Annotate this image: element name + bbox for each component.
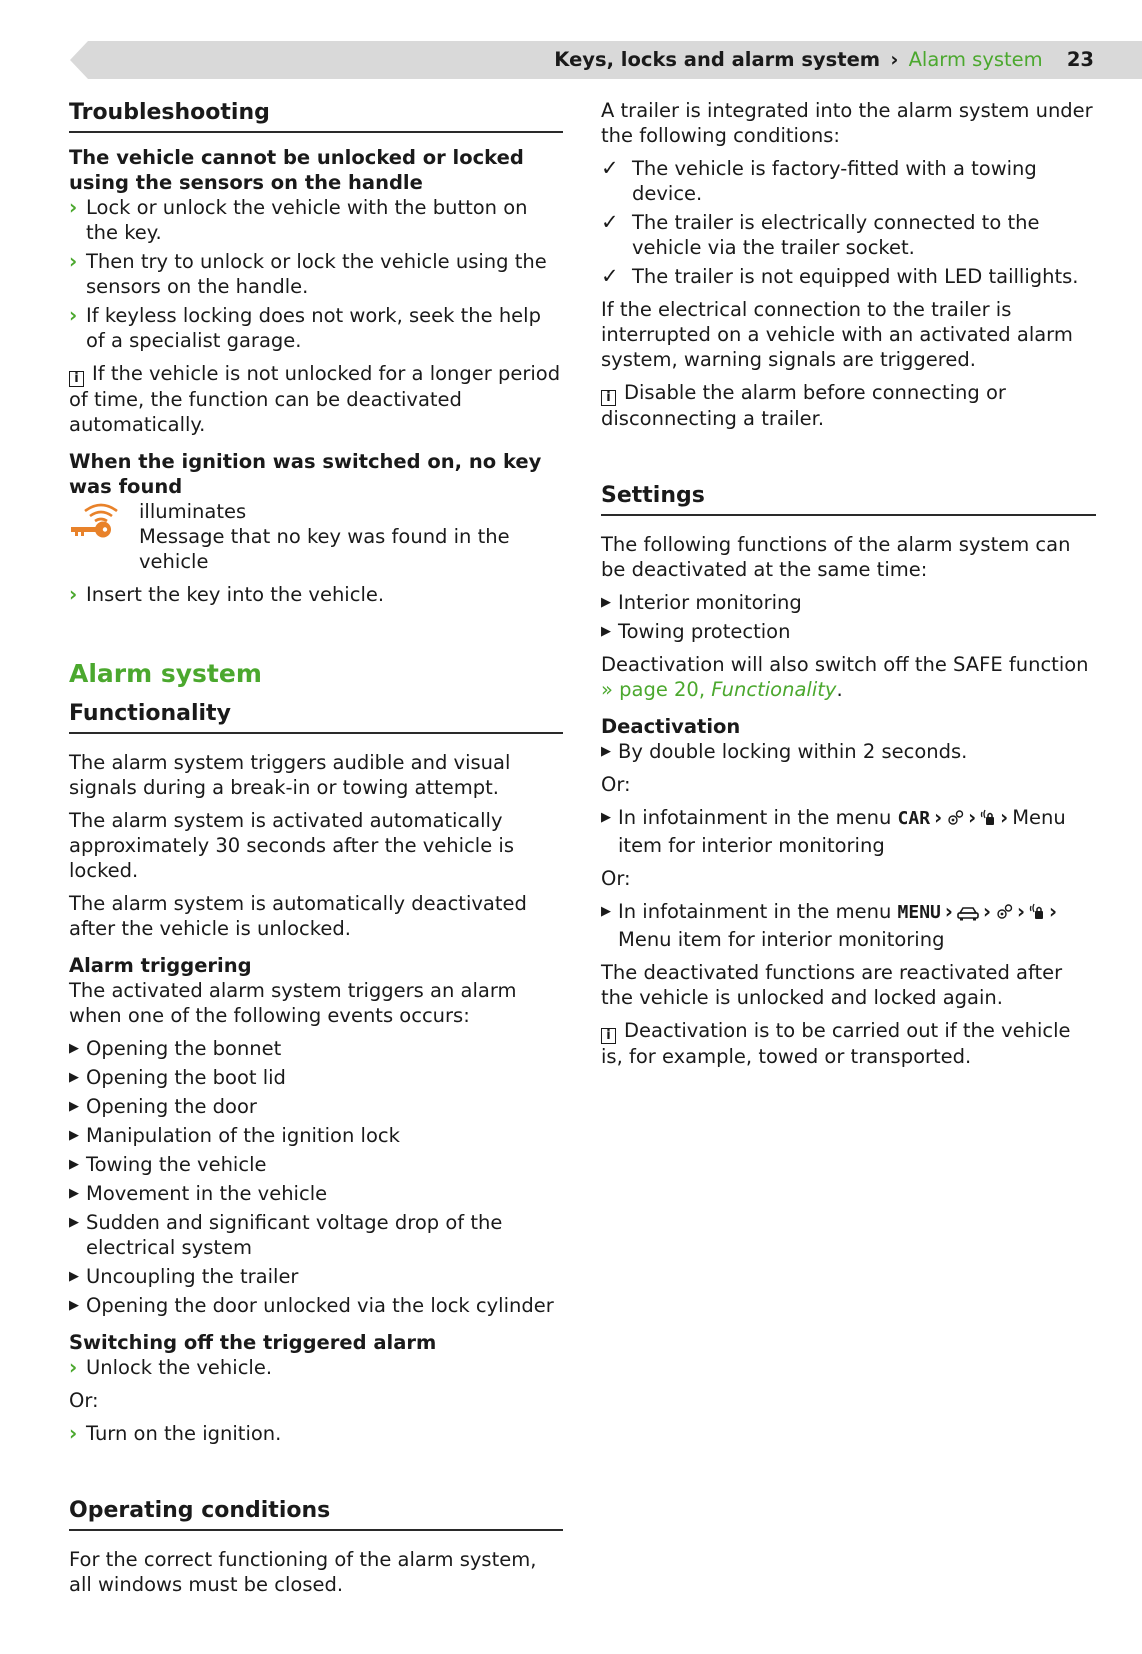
case1-step-1: › Lock or unlock the vehicle with the button on the key. bbox=[69, 195, 528, 244]
trailer-condition: ✓ The vehicle is factory-fitted with a towing device. bbox=[601, 156, 1037, 205]
settings-gear-icon bbox=[995, 902, 1013, 927]
settings-intro: The following functions of the alarm system can be deactivated at the same time: bbox=[601, 533, 1071, 581]
deactivation-info-note: i Deactivation is to be carried out if the vehicle is, for example, towed or transported. bbox=[601, 1019, 1071, 1068]
settings-function-item: ▶ Interior monitoring bbox=[601, 591, 802, 614]
car-menu-label: CAR bbox=[897, 808, 931, 829]
deactivation-step-1: ▶ By double locking within 2 seconds. bbox=[601, 740, 968, 763]
chapter-title: Keys, locks and alarm system bbox=[554, 48, 881, 71]
step-chevron-icon: › bbox=[69, 249, 78, 273]
trailer-condition: ✓ The trailer is not equipped with LED taillights. bbox=[601, 264, 1079, 288]
bullet-triangle-icon: ▶ bbox=[601, 744, 611, 759]
functionality-page-link[interactable]: » page 20, Functionality bbox=[601, 678, 837, 701]
checkmark-icon: ✓ bbox=[601, 210, 619, 234]
bullet-triangle-icon: ▶ bbox=[69, 1186, 79, 1201]
troubleshooting-heading: Troubleshooting bbox=[69, 98, 563, 133]
deactivation-or-1: Or: bbox=[601, 773, 631, 796]
case2-step: › Insert the key into the vehicle. bbox=[69, 582, 385, 606]
alarm-triggering-heading: Alarm triggering bbox=[69, 954, 252, 977]
step-chevron-icon: › bbox=[69, 303, 78, 327]
switch-off-step-2: › Turn on the ignition. bbox=[69, 1421, 282, 1445]
warning-light-message: Message that no key was found in the vehicle bbox=[139, 525, 510, 573]
alarm-triggering-intro: The activated alarm system triggers an alarm when one of the following events occurs: bbox=[69, 979, 517, 1027]
menu-arrow-icon: › bbox=[968, 806, 977, 829]
trailer-intro: A trailer is integrated into the alarm system under the following conditions: bbox=[601, 99, 1093, 147]
event-item: ▶ Opening the boot lid bbox=[69, 1066, 286, 1089]
step-chevron-icon: › bbox=[69, 1355, 78, 1379]
bullet-triangle-icon: ▶ bbox=[601, 624, 611, 639]
event-item: ▶ Uncoupling the trailer bbox=[69, 1265, 299, 1288]
warning-light-row bbox=[69, 499, 563, 574]
case2-heading: When the ignition was switched on, no key was found bbox=[69, 450, 542, 498]
functionality-heading: Functionality bbox=[69, 699, 563, 734]
case1-info-note: i If the vehicle is not unlocked for a longer period of time, the function can be deactivated automatically. bbox=[69, 362, 561, 436]
info-icon: i bbox=[601, 390, 616, 406]
trailer-info-note: i Disable the alarm before connecting or disconnecting a trailer. bbox=[601, 381, 1006, 430]
checkmark-icon: ✓ bbox=[601, 264, 619, 288]
safe-function-text: Deactivation will also switch off the SAFE function » page 20, Functionality. bbox=[601, 653, 1089, 701]
switch-off-or: Or: bbox=[69, 1389, 99, 1412]
alarm-system-heading: Alarm system bbox=[69, 659, 262, 688]
bullet-triangle-icon: ▶ bbox=[69, 1099, 79, 1114]
deactivation-step-3: ▶ In infotainment in the menu MENU › › › › Menu item for interior monitoring bbox=[601, 900, 1058, 951]
right-column bbox=[601, 98, 1096, 1069]
functionality-p2: The alarm system is activated automatically approximately 30 seconds after the vehicle is locked. bbox=[69, 809, 514, 882]
event-item: ▶ Opening the door unlocked via the lock cylinder bbox=[69, 1294, 554, 1317]
checkmark-icon: ✓ bbox=[601, 156, 619, 180]
operating-conditions-heading: Operating conditions bbox=[69, 1496, 563, 1531]
deactivation-heading: Deactivation bbox=[601, 715, 741, 738]
event-item: ▶ Opening the bonnet bbox=[69, 1037, 282, 1060]
info-icon: i bbox=[69, 371, 84, 387]
menu-arrow-icon: › bbox=[982, 900, 991, 923]
case1-step-2: › Then try to unlock or lock the vehicle using the sensors on the handle. bbox=[69, 249, 547, 298]
bullet-triangle-icon: ▶ bbox=[69, 1041, 79, 1056]
event-item: ▶ Manipulation of the ignition lock bbox=[69, 1124, 400, 1147]
menu-arrow-icon: › bbox=[1000, 806, 1009, 829]
step-chevron-icon: › bbox=[69, 1421, 78, 1445]
settings-gear-icon bbox=[946, 808, 964, 833]
key-warning-icon bbox=[71, 501, 119, 541]
left-column bbox=[69, 98, 563, 1597]
event-item: ▶ Sudden and significant voltage drop of the electrical system bbox=[69, 1211, 503, 1259]
bullet-triangle-icon: ▶ bbox=[69, 1269, 79, 1284]
bullet-triangle-icon: ▶ bbox=[601, 595, 611, 610]
deactivation-step-2: ▶ In infotainment in the menu CAR › › › Menu item for interior monitoring bbox=[601, 806, 1066, 857]
deactivation-or-2: Or: bbox=[601, 867, 631, 890]
section-title: Alarm system bbox=[908, 48, 1043, 71]
breadcrumb-separator: › bbox=[890, 48, 899, 71]
alarm-lock-icon bbox=[1029, 902, 1045, 927]
settings-heading: Settings bbox=[601, 481, 1096, 516]
page-header bbox=[554, 47, 1094, 73]
step-chevron-icon: › bbox=[69, 582, 78, 606]
reactivation-text: The deactivated functions are reactivated after the vehicle is unlocked and locked again. bbox=[601, 961, 1063, 1009]
bullet-triangle-icon: ▶ bbox=[69, 1128, 79, 1143]
bullet-triangle-icon: ▶ bbox=[601, 904, 611, 919]
bullet-triangle-icon: ▶ bbox=[601, 810, 611, 825]
switch-off-heading: Switching off the triggered alarm bbox=[69, 1331, 437, 1354]
settings-function-item: ▶ Towing protection bbox=[601, 620, 791, 643]
bullet-triangle-icon: ▶ bbox=[69, 1070, 79, 1085]
event-item: ▶ Opening the door bbox=[69, 1095, 257, 1118]
menu-arrow-icon: › bbox=[1017, 900, 1026, 923]
operating-conditions-text: For the correct functioning of the alarm system, all windows must be closed. bbox=[69, 1548, 537, 1596]
case1-heading: The vehicle cannot be unlocked or locked using the sensors on the handle bbox=[69, 146, 524, 194]
warning-light-state: illuminates bbox=[139, 500, 247, 523]
switch-off-step-1: › Unlock the vehicle. bbox=[69, 1355, 273, 1379]
bullet-triangle-icon: ▶ bbox=[69, 1298, 79, 1313]
step-chevron-icon: › bbox=[69, 195, 78, 219]
functionality-p3: The alarm system is automatically deactivated after the vehicle is unlocked. bbox=[69, 892, 527, 940]
event-item: ▶ Movement in the vehicle bbox=[69, 1182, 328, 1205]
info-icon: i bbox=[601, 1028, 616, 1044]
menu-arrow-icon: › bbox=[934, 806, 943, 829]
case1-step-3: › If keyless locking does not work, seek the help of a specialist garage. bbox=[69, 303, 541, 352]
page-number: 23 bbox=[1066, 48, 1094, 71]
menu-arrow-icon: › bbox=[944, 900, 953, 923]
car-icon bbox=[957, 902, 979, 927]
trailer-condition: ✓ The trailer is electrically connected to the vehicle via the trailer socket. bbox=[601, 210, 1040, 259]
trailer-interrupt-text: If the electrical connection to the trailer is interrupted on a vehicle with an activated alarm system, warning signals are triggered. bbox=[601, 298, 1073, 371]
main-menu-label: MENU bbox=[897, 902, 941, 923]
alarm-lock-icon bbox=[980, 808, 996, 833]
bullet-triangle-icon: ▶ bbox=[69, 1215, 79, 1230]
menu-arrow-icon: › bbox=[1049, 900, 1058, 923]
functionality-p1: The alarm system triggers audible and visual signals during a break-in or towing attempt. bbox=[69, 751, 511, 799]
bullet-triangle-icon: ▶ bbox=[69, 1157, 79, 1172]
event-item: ▶ Towing the vehicle bbox=[69, 1153, 267, 1176]
